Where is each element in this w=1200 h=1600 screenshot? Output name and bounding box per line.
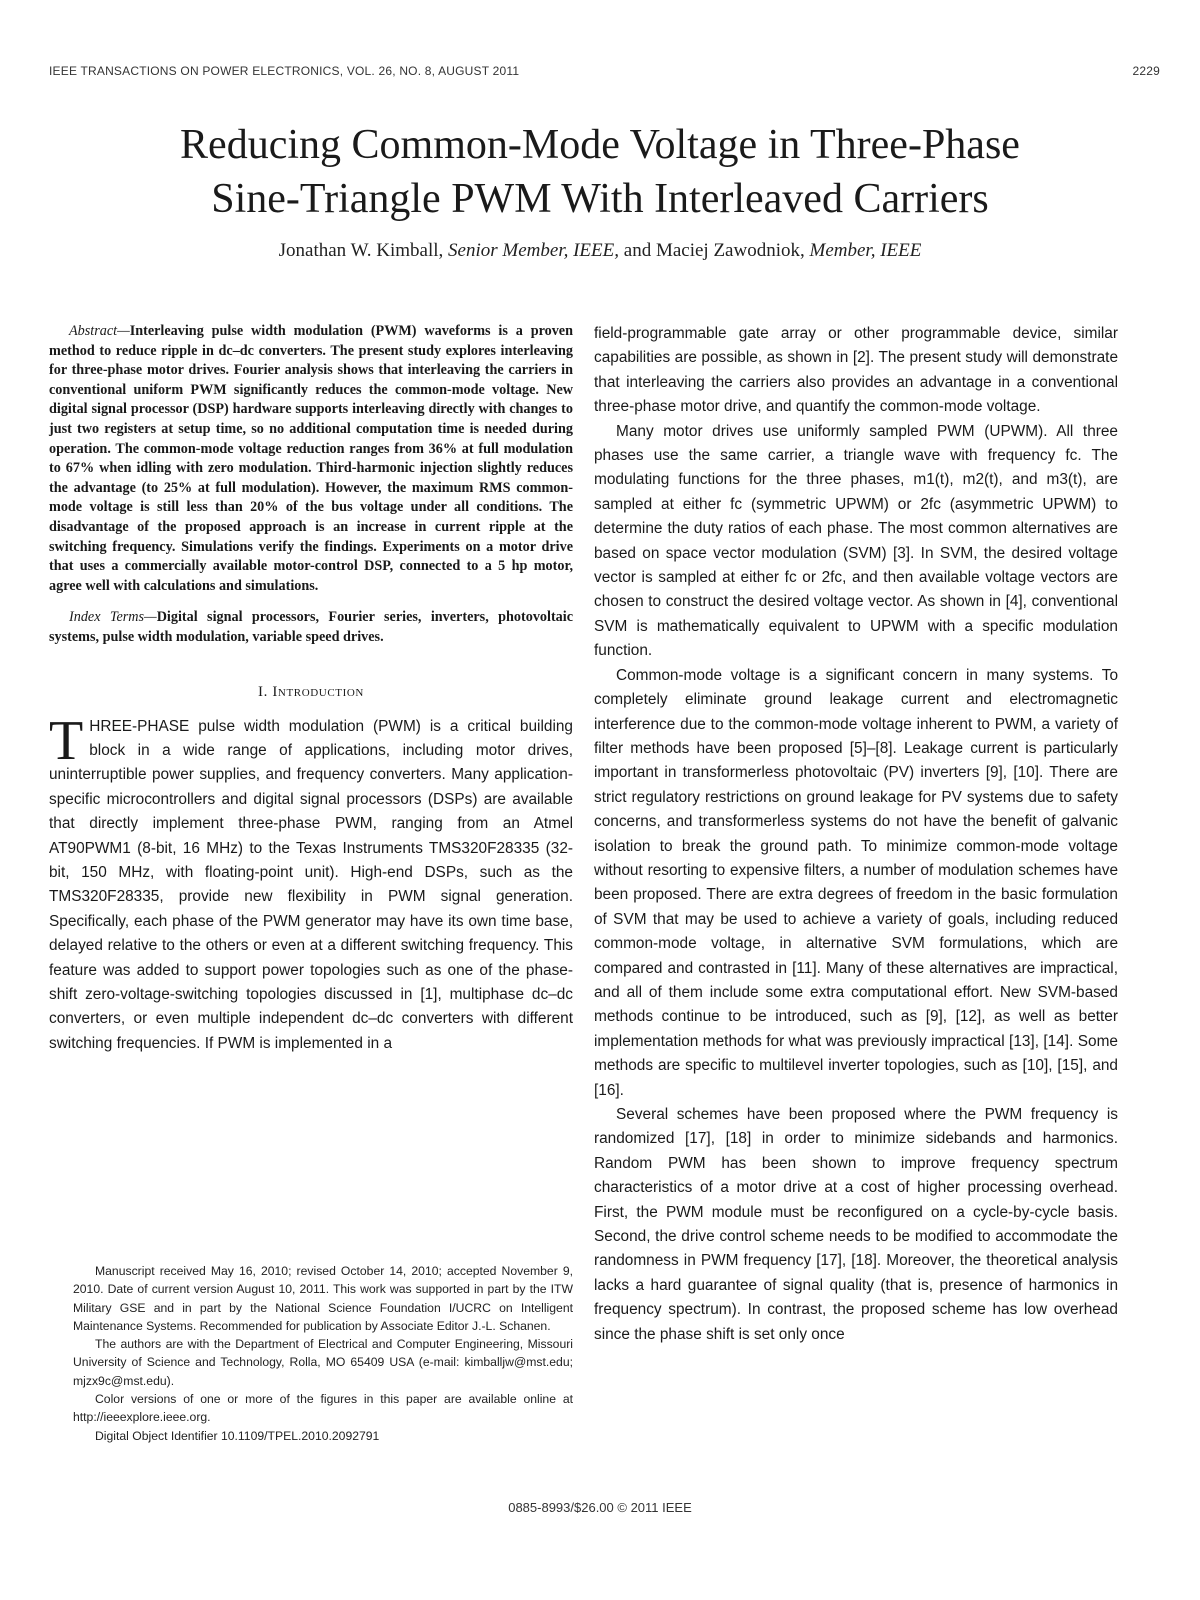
intro-lead-word: HREE-PHASE: [89, 717, 190, 735]
footnote-doi: Digital Object Identifier 10.1109/TPEL.2010.2092791: [95, 1428, 380, 1443]
section-heading-introduction: I. Introduction: [258, 683, 364, 700]
footnote-affiliation: The authors are with the Department of Electrical and Computer Engineering, Missouri University of Science and Technology, Rolla, MO 65409 USA (e-mail: kimballjw@mst.edu; mjzx9c@mst.edu).: [73, 1337, 573, 1388]
intro-text: pulse width modulation (PWM) is a critical building block in a wide range of applications, including motor drives, uninterruptible power supplies, and frequency converters. Many application-specific microcontrollers and digital signal processors (DSPs) are available that directly implement three-phase PWM, ranging from an Atmel AT90PWM1 (8-bit, 16 MHz) to the Texas Instruments TMS320F28335 (32-bit, 150 MHz, with floating-point unit). High-end DSPs, such as the TMS320F28335, provide new flexibility in PWM signal generation. Specifically, each phase of the PWM generator may have its own time base, delayed relative to the others or even at a different switching frequency. This feature was added to support power topologies such as one of the phase-shift zero-voltage-switching topologies discussed in [1], multiphase dc–dc converters, or even multiple independent dc–dc converters with different switching frequencies. If PWM is implemented in a: [49, 717, 573, 1052]
title-line-2: Sine-Triangle PWM With Interleaved Carriers: [211, 176, 989, 222]
author-conjunction: and Maciej Zawodniok,: [623, 240, 805, 261]
index-terms: [49, 608, 573, 647]
title-line-1: Reducing Common-Mode Voltage in Three-Phase: [180, 122, 1020, 168]
copyright-footer: 0885-8993/$26.00 © 2011 IEEE: [508, 1500, 692, 1515]
index-terms-label: Index Terms—: [69, 609, 157, 626]
author-2-role: Member, IEEE: [809, 240, 922, 261]
right-paragraph-2: Many motor drives use uniformly sampled PWM (UPWM). All three phases use the same carrier, a triangle wave with frequency fc. The modulating functions for the three phases, m1(t), m2(t), and m3(t), are sampled at either fc (symmetric UPWM) or 2fc (asymmetric UPWM) to determine the duty ratios of each phase. The most common alternatives are based on space vector modulation (SVM) [3]. In SVM, the desired voltage vector is sampled at either fc or 2fc, and then available voltage vectors are chosen to construct the desired voltage vector. As shown in [4], conventional SVM is mathematically equivalent to UPWM with a specific modulation function.: [594, 422, 1118, 660]
right-paragraph-4: Several schemes have been proposed where the PWM frequency is randomized [17], [18] in order to minimize sidebands and harmonics. Random PWM has been shown to improve frequency spectrum characteristics of a motor drive at a cost of higher processing overhead. First, the PWM module must be reconfigured on a cycle-by-cycle basis. Second, the drive control scheme needs to be modified to accommodate the randomness in PWM frequency [17], [18]. Moreover, the theoretical analysis lacks a hard guarantee of signal quality (that is, presence of harmonics in frequency spectrum). In contrast, the proposed scheme has low overhead since the phase shift is set only once: [594, 1106, 1118, 1343]
footnotes: [73, 1262, 573, 1445]
index-terms-text: Digital signal processors, Fourier series, inverters, photovoltaic systems, pulse width modulation, variable speed drives.: [49, 609, 573, 645]
left-column: [49, 322, 573, 1056]
right-column: [594, 322, 1118, 1347]
running-head: [49, 64, 1160, 78]
page-number: 2229: [1132, 64, 1160, 78]
footnote-manuscript: Manuscript received May 16, 2010; revised October 14, 2010; accepted November 9, 2010. Date of current version August 10, 2011. This work was supported in part by the ITW Military GSE and in part by the National Science Foundation I/UCRC on Intelligent Maintenance Systems. Recommended for publication by Associate Editor J.-L. Schanen.: [73, 1264, 573, 1333]
author-1-name: Jonathan W. Kimball,: [278, 240, 444, 261]
author-1-role: Senior Member, IEEE,: [448, 240, 620, 261]
right-paragraph-1: field-programmable gate array or other programmable device, similar capabilities are possible, as shown in [2]. The present study will demonstrate that interleaving the carriers also provides an advantage in a conventional three-phase motor drive, and quantify the common-mode voltage.: [594, 325, 1118, 416]
drop-cap: T: [49, 709, 84, 772]
abstract-label: Abstract—: [69, 323, 130, 339]
footnote-color-note: Color versions of one or more of the figures in this paper are available online at http://ieeexplore.ieee.org.: [73, 1392, 573, 1425]
paper-title: [0, 118, 1200, 226]
author-line: [0, 240, 1200, 262]
abstract-text: Interleaving pulse width modulation (PWM) waveforms is a proven method to reduce ripple in dc–dc converters. The present study explores interleaving for three-phase motor drives. Fourier analysis shows that interleaving the carriers in conventional uniform PWM significantly reduces the common-mode voltage. New digital signal processor (DSP) hardware supports interleaving directly with changes to just two registers at setup time, so no additional computation time is needed during operation. The common-mode voltage reduction ranges from 36% at full modulation to 67% when idling with zero modulation. Third-harmonic injection slightly reduces the advantage (to 25% at full modulation). However, the maximum RMS common-mode voltage is still less than 20% of the bus voltage under all conditions. The disadvantage of the proposed approach is an increase in current ripple at the switching frequency. Simulations verify the findings. Experiments on a motor drive that uses a commercially available motor-control DSP, connected to a 5 hp motor, agree well with calculations and simulations.: [49, 323, 573, 594]
intro-paragraph: [49, 709, 573, 1057]
journal-citation: IEEE TRANSACTIONS ON POWER ELECTRONICS, VOL. 26, NO. 8, AUGUST 2011: [49, 64, 520, 78]
right-paragraph-3: Common-mode voltage is a significant concern in many systems. To completely eliminate ground leakage current and electromagnetic interference due to the common-mode voltage inherent to PWM, a variety of filter methods have been proposed [5]–[8]. Leakage current is particularly important in transformerless photovoltaic (PV) inverters [9], [10]. There are strict regulatory restrictions on ground leakage for PV systems due to safety concerns, and transformerless systems do not have the benefit of galvanic isolation to break the ground path. To minimize common-mode voltage without resorting to expensive filters, a number of modulation schemes have been proposed. There are extra degrees of freedom in the basic formulation of SVM that may be used to achieve a variety of goals, including reduced common-mode voltage, in alternative SVM formulations, which are compared and contrasted in [11]. Many of these alternatives are impractical, and all of them include some extra computational effort. New SVM-based methods continue to be introduced, such as [9], [12], as well as better implementation methods for what was previously impractical [13], [14]. Some methods are specific to multilevel inverter topologies, such as [10], [15], and [16].: [594, 666, 1118, 1099]
abstract: [49, 322, 573, 596]
